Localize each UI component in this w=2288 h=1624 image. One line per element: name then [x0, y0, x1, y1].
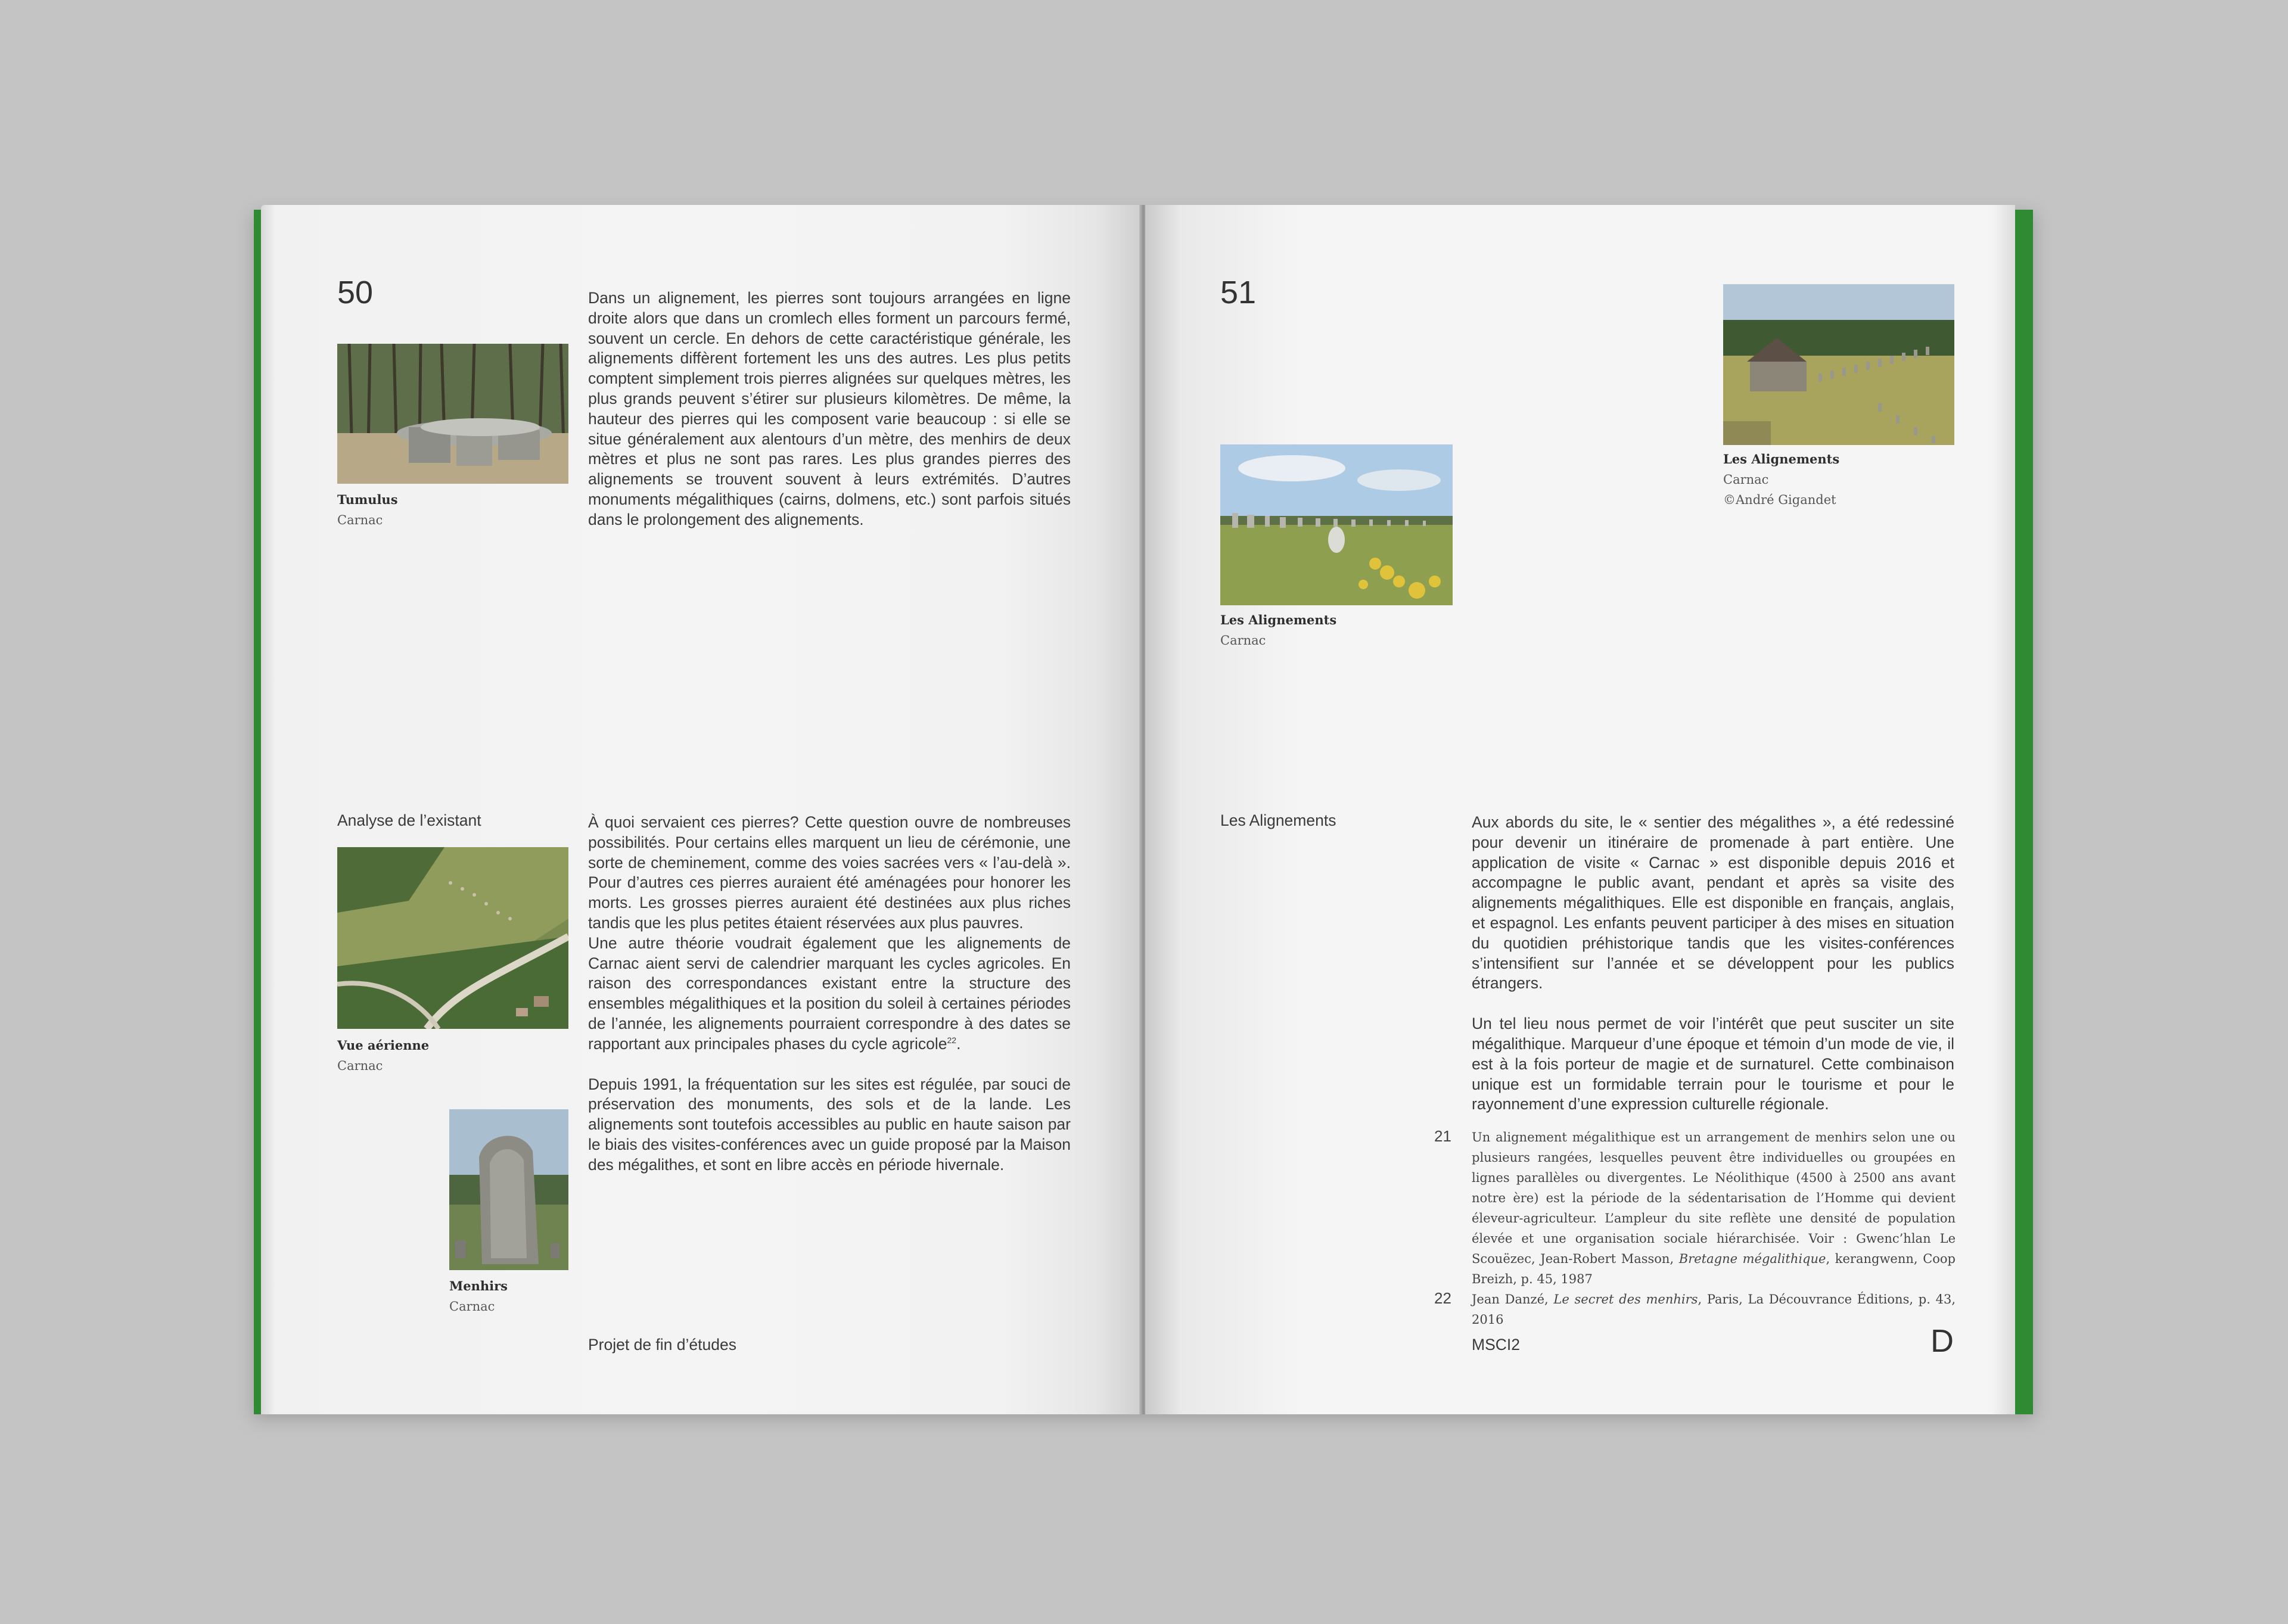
- paragraph-2-text: Une autre théorie voudrait également que les alignements de Carnac aient servi de calendrier marquant les cycles agricoles. En raison des correspondances existant entre la structure des ensembles mégalithiques et la position du soleil à certaines périodes de l’année, les alignements pourraient correspondre à des dates se rapportant aux principales phases du cycle agricole: [588, 934, 1071, 1053]
- main-text: [588, 813, 1071, 1175]
- caption-title: Les Alignements: [1723, 452, 1840, 466]
- paragraph-2-end: .: [956, 1034, 961, 1053]
- footnote-text-start: Jean Danzé,: [1472, 1292, 1554, 1306]
- footnote-book-title: Bretagne mégalithique: [1678, 1252, 1826, 1266]
- paragraph-1: Aux abords du site, le « sentier des mégalithes », a été redessiné pour devenir un itinéraire de promenade à part entière. Une application de visite « Carnac » est disponible depuis 2016 et accompagne le public avant, pendant et après sa visite des alignements mégalithiques. Elle est disponible en français, anglais, et espagnol. Les enfants peuvent participer à des mises en situation du quotidien préhistorique tandis que les visites-conférences s’intensifient sur l’année et se développent pour les publics étrangers.: [1472, 813, 1954, 993]
- caption-location: Carnac: [1723, 472, 1769, 487]
- caption-location: Carnac: [449, 1299, 495, 1314]
- caption-location: Carnac: [337, 513, 383, 527]
- intro-text: Dans un alignement, les pierres sont toujours arrangées en ligne droite alors que dans un cromlech elles forment un parcours fermé, souvent un cercle. En dehors de cette caractéristique générale, les alignements diffèrent fortement les uns des autres. Les plus petits comptent simplement trois pierres alignées sur quelques mètres, les plus grands peuvent s’étirer sur plusieurs kilomètres. De même, la hauteur des pierres qui les composent varie beaucoup : si elle se situe généralement aux alentours d’un mètre, des menhirs de deux mètres et plus ne sont pas rares. Les plus grandes pierres des alignements se trouvent souvent à leurs extrémités. D’autres monuments mégalithiques (cairns, dolmens, etc.) sont parfois situés dans le prolongement des alignements.: [588, 289, 1071, 528]
- alignements-photo-field: [1220, 444, 1453, 605]
- right-page: [1145, 205, 2015, 1414]
- main-text: [1472, 813, 1954, 1115]
- aerial-caption: [337, 1035, 429, 1076]
- tumulus-caption: [337, 490, 398, 530]
- intro-paragraph: [588, 288, 1071, 530]
- aerial-photo: [337, 847, 568, 1029]
- section-label: Les Alignements: [1220, 811, 1336, 829]
- footnote-text: [1472, 1289, 1956, 1330]
- paragraph-3: Depuis 1991, la fréquentation sur les sites est régulée, par souci de préservation des monuments, des sols et de la lande. Les alignements sont toutefois accessibles au public en haute saison par le biais des visites-conférences avec un guide proposé par la Maison des mégalithes, et sont en libre accès en période hivernale.: [588, 1075, 1071, 1174]
- page-number: 50: [337, 275, 374, 310]
- footnote-21: [1434, 1127, 1956, 1289]
- paragraph-2: [588, 934, 1071, 1054]
- footnote-text-start: Un alignement mégalithique est un arrangement de menhirs selon une ou plusieurs rangées, lesquelles peuvent être individuelles ou groupées en lignes parallèles ou divergentes. Le Néolithique (4500 à 2500 ans avant notre ère) est la période de la sédentarisation de l’Homme qui devient éleveur-agriculteur. L’ampleur du site reflète une densité de population élevée et une organisation sociale hiérarchisée. Voir : Gwenc’hlan Le Scouëzec, Jean-Robert Masson,: [1472, 1130, 1956, 1266]
- footnote-book-title: Le secret des menhirs: [1553, 1292, 1698, 1306]
- paragraph-1: À quoi servaient ces pierres? Cette question ouvre de nombreuses possibilités. Pour certains elles marquent un lieu de cérémonie, une sorte de cheminement, comme des voies sacrées vers « l’au-delà ». Pour d’autres ces pierres auraient été aménagées pour honorer les morts. Les grosses pierres auraient été destinées aux plus riches tandis que les plus petites étaient réservées aux plus pauvres.: [588, 813, 1071, 932]
- footnote-number: 21: [1434, 1127, 1451, 1145]
- page-number: 51: [1220, 275, 1257, 310]
- footer-course: MSCI2: [1472, 1336, 1520, 1354]
- footnote-text-end: , kerangwenn, Coop Breizh, p. 45, 1987: [1472, 1252, 1956, 1286]
- footer-project: Projet de fin d’études: [588, 1336, 736, 1354]
- menhir-caption: [449, 1276, 508, 1317]
- left-page: [261, 205, 1142, 1414]
- alignements-photo-house: [1723, 284, 1954, 445]
- alignements-photo-field-caption: [1220, 610, 1336, 651]
- alignements-photo-house-caption: [1723, 449, 1839, 510]
- footnote-text-end: , Paris, La Découvrance Éditions, p. 43, 2016: [1472, 1292, 1956, 1327]
- footnote-22: [1434, 1289, 1956, 1330]
- caption-title: Tumulus: [337, 492, 398, 507]
- footnote-number: 22: [1434, 1289, 1451, 1307]
- logo-mark: D: [1930, 1323, 1954, 1359]
- section-label: Analyse de l’existant: [337, 811, 481, 829]
- tumulus-photo: [337, 344, 568, 484]
- caption-title: Les Alignements: [1220, 612, 1337, 627]
- caption-location: Carnac: [337, 1059, 383, 1073]
- caption-title: Menhirs: [449, 1278, 508, 1293]
- footnote-text: [1472, 1127, 1956, 1289]
- caption-credit: ©André Gigandet: [1723, 493, 1836, 507]
- footnotes: [1434, 1127, 1956, 1330]
- paragraph-2: Un tel lieu nous permet de voir l’intérêt que peut susciter un site mégalithique. Marqueur d’une époque et témoin d’un mode de vie, il est à la fois porteur de magie et de surnaturel. Cette combinaison unique est un formidable terrain pour le tourisme et pour le rayonnement d’une expression culturelle régionale.: [1472, 1015, 1954, 1113]
- caption-location: Carnac: [1220, 633, 1266, 648]
- caption-title: Vue aérienne: [337, 1038, 430, 1053]
- menhir-photo: [449, 1109, 568, 1270]
- footnote-ref[interactable]: 22: [947, 1035, 957, 1045]
